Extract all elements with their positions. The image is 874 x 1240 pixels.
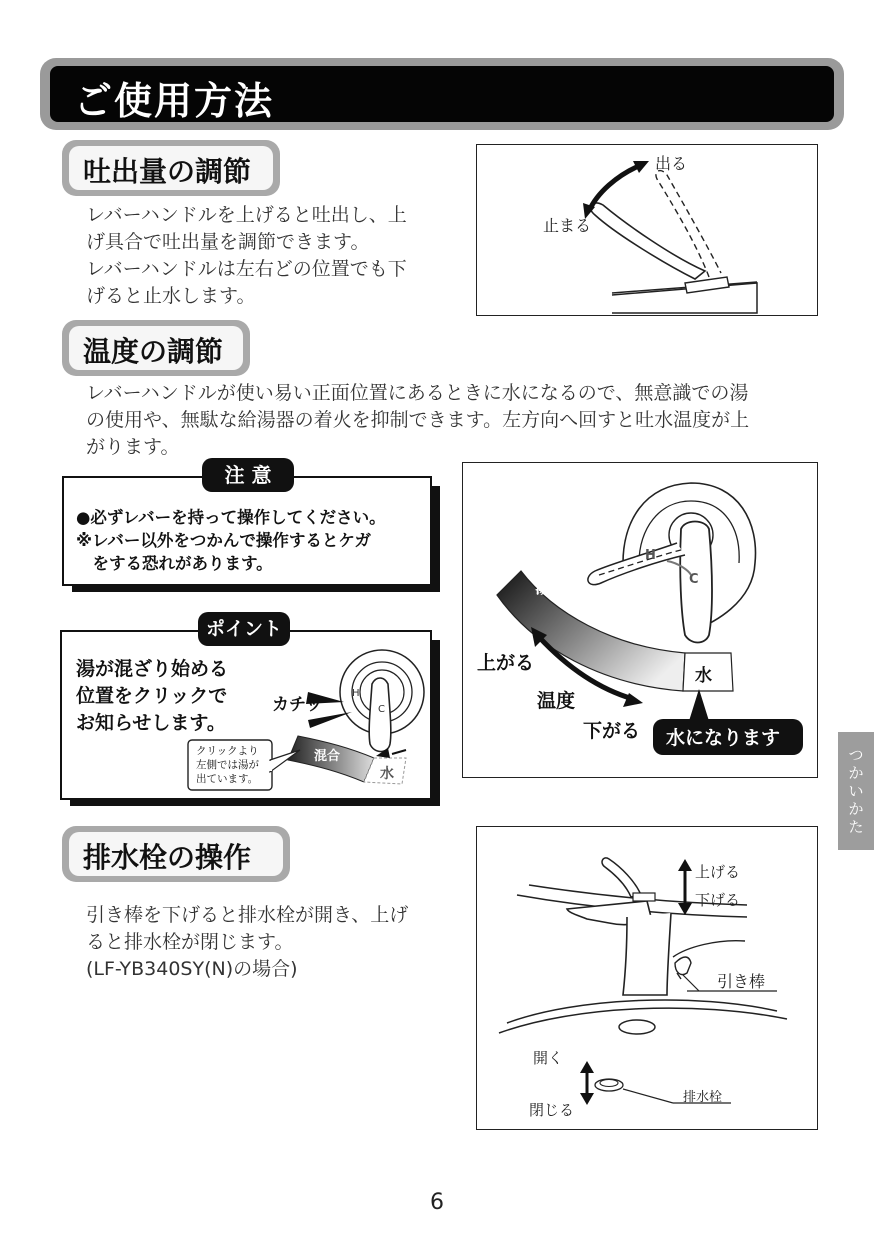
up-label: 上がる <box>477 652 535 674</box>
section-heading-drain <box>62 826 290 882</box>
caution-label: 注 意 <box>202 458 294 492</box>
section-heading-drain-text: 排水栓の操作 <box>83 841 252 874</box>
c-mark: C <box>378 704 385 715</box>
caution-line: ※レバー以外をつかんで操作するとケガ <box>76 531 372 550</box>
click-sound: カチッ <box>272 695 323 715</box>
bubble-line: 出ています。 <box>196 773 259 785</box>
point-line: お知らせします。 <box>76 712 226 734</box>
section-heading-temp <box>62 320 250 376</box>
water-label-small: 水 <box>380 766 394 782</box>
side-tab-label: つかいかた <box>848 746 864 836</box>
water-label: 水 <box>695 666 712 686</box>
flow-line: レバーハンドルを上げると吐出し、上 <box>86 204 407 226</box>
point-label: ポイント <box>198 612 290 646</box>
flow-figure <box>476 144 818 316</box>
lower-label: 下げる <box>695 891 741 909</box>
flow-description <box>86 202 466 310</box>
label-out: 出る <box>655 154 688 173</box>
side-tab <box>838 732 874 850</box>
flow-line: げると止水します。 <box>86 285 256 307</box>
bubble-line: クリックより <box>196 745 259 757</box>
temp-figure <box>462 462 818 778</box>
drain-description <box>86 902 466 983</box>
h-mark: H <box>352 688 360 699</box>
drain-line: (LF-YB340SY(N)の場合) <box>86 958 298 980</box>
close-label: 閉じる <box>529 1101 575 1119</box>
section-heading-flow-text: 吐出量の調節 <box>83 155 252 188</box>
hot-label: 湯 <box>535 578 552 598</box>
section-heading-temp-text: 温度の調節 <box>83 335 224 368</box>
temp-line: の使用や、無駄な給湯器の着火を抑制できます。左方向へ回すと吐水温度が上 <box>86 409 750 431</box>
drain-figure <box>476 826 818 1130</box>
temp-line: レバーハンドルが使い易い正面位置にあるときに水になるので、無意識での湯 <box>86 382 749 404</box>
drain-line: ると排水栓が閉じます。 <box>86 931 294 953</box>
drain-line: 引き棒を下げると排水栓が開き、上げ <box>86 904 409 926</box>
drain-illustration <box>477 827 817 1129</box>
point-box <box>60 630 432 800</box>
h-mark-big: H <box>645 548 656 563</box>
flow-line: げ具合で吐出量を調節できます。 <box>86 231 370 253</box>
page-title-bar-inner <box>50 66 834 122</box>
flow-line: レバーハンドルは左右どの位置でも下 <box>86 258 407 280</box>
page-number: 6 <box>430 1190 444 1215</box>
click-illustration <box>62 632 428 796</box>
temperature-lever-illustration <box>463 463 817 777</box>
open-label: 開く <box>533 1049 564 1067</box>
point-line: 湯が混ざり始める <box>76 658 229 680</box>
temp-description <box>86 380 836 461</box>
lever-up-illustration <box>477 145 817 315</box>
pull-rod-label: 引き棒 <box>717 972 766 991</box>
caution-box <box>62 476 432 586</box>
c-mark-big: C <box>689 572 699 587</box>
caution-line: をする恐れがあります。 <box>76 554 273 573</box>
raise-label: 上げる <box>695 863 741 881</box>
becomes-water-label: 水になります <box>666 727 781 749</box>
caution-line: ●必ずレバーを持って操作してください。 <box>76 508 386 527</box>
label-stop: 止まる <box>543 216 592 235</box>
section-heading-flow <box>62 140 280 196</box>
page-title: ご使用方法 <box>74 79 275 123</box>
drain-plug-label: 排水栓 <box>683 1090 723 1105</box>
point-line: 位置をクリックで <box>76 685 228 707</box>
mix-label: 混合 <box>314 749 341 764</box>
page-title-bar <box>40 58 844 130</box>
down-label: 下がる <box>583 720 641 742</box>
temp-label: 温度 <box>537 690 576 712</box>
temp-line: がります。 <box>86 436 180 458</box>
bubble-line: 左側では湯が <box>196 759 259 771</box>
